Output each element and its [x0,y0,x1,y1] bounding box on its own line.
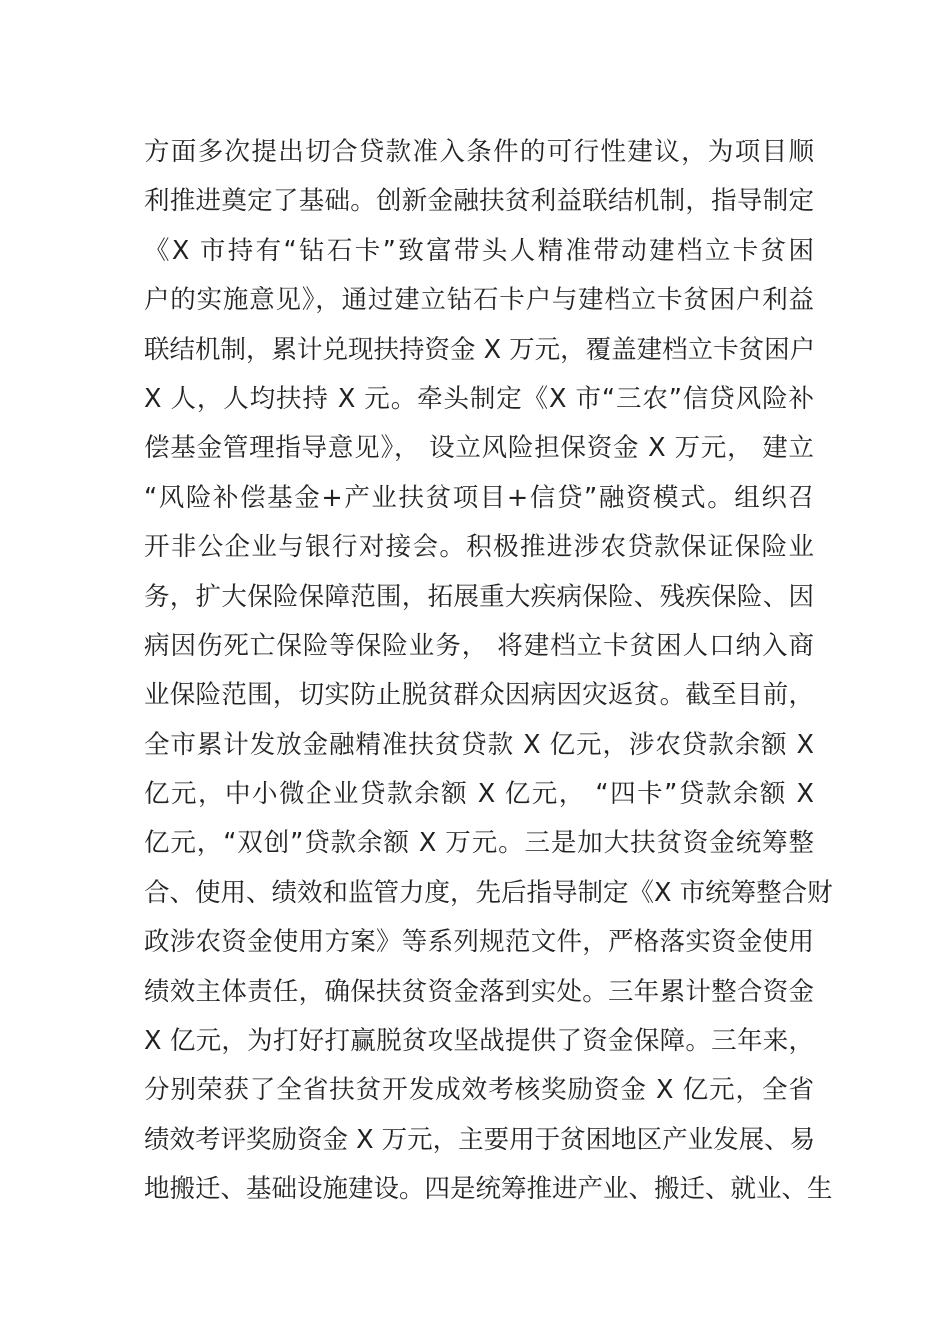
text-line: X 人，人均扶持 X 元。牵头制定《X 市“三农”信贷风险补 [144,383,814,414]
text-line: 绩效主体责任，确保扶贫资金落到实处。三年累计整合资金 [144,976,814,1007]
text-line: “风险补偿基金+产业扶贫项目+信贷”融资模式。组织召 [144,482,814,513]
text-line: 亿元，中小微企业贷款余额 X 亿元， “四卡”贷款余额 X [144,779,814,810]
text-line: 联结机制，累计兑现扶持资金 X 万元，覆盖建档立卡贫困户 [144,334,816,365]
text-line: 务，扩大保险保障范围，拓展重大疾病保险、残疾保险、因 [144,581,814,612]
body-paragraph [144,128,833,1215]
text-line: 地搬迁、基础设施建设。四是统筹推进产业、搬迁、就业、生 [144,1174,833,1205]
text-line: 政涉农资金使用方案》等系列规范文件，严格落实资金使用 [144,927,814,958]
text-line: 合、使用、绩效和监管力度，先后指导制定《X 市统筹整合财 [144,877,833,908]
text-line: 利推进奠定了基础。创新金融扶贫利益联结机制，指导制定 [144,186,814,217]
text-line: 分别荣获了全省扶贫开发成效考核奖励资金 X 亿元，全省 [144,1075,814,1106]
text-line: 偿基金管理指导意见》， 设立风险担保资金 X 万元， 建立 [144,433,814,464]
text-line: 户的实施意见》，通过建立钻石卡户与建档立卡贫困户利益 [144,285,814,316]
text-line: 病因伤死亡保险等保险业务， 将建档立卡贫困人口纳入商 [144,630,814,661]
text-line: 开非公企业与银行对接会。积极推进涉农贷款保证保险业 [144,532,814,563]
text-line: X 亿元，为打好打赢脱贫攻坚战提供了资金保障。三年来， [144,1026,814,1057]
text-line: 方面多次提出切合贷款准入条件的可行性建议，为项目顺 [144,137,814,167]
text-line: 业保险范围，切实防止脱贫群众因病因灾返贫。截至目前， [144,680,814,711]
text-line: 全市累计发放金融精准扶贫贷款 X 亿元，涉农贷款余额 X [144,729,814,760]
text-line: 亿元，“双创”贷款余额 X 万元。三是加大扶贫资金统筹整 [144,828,814,859]
text-line: 《X 市持有“钻石卡”致富带头人精准带动建档立卡贫困 [144,235,814,266]
text-line: 绩效考评奖励资金 X 万元，主要用于贫困地区产业发展、易 [144,1124,816,1155]
